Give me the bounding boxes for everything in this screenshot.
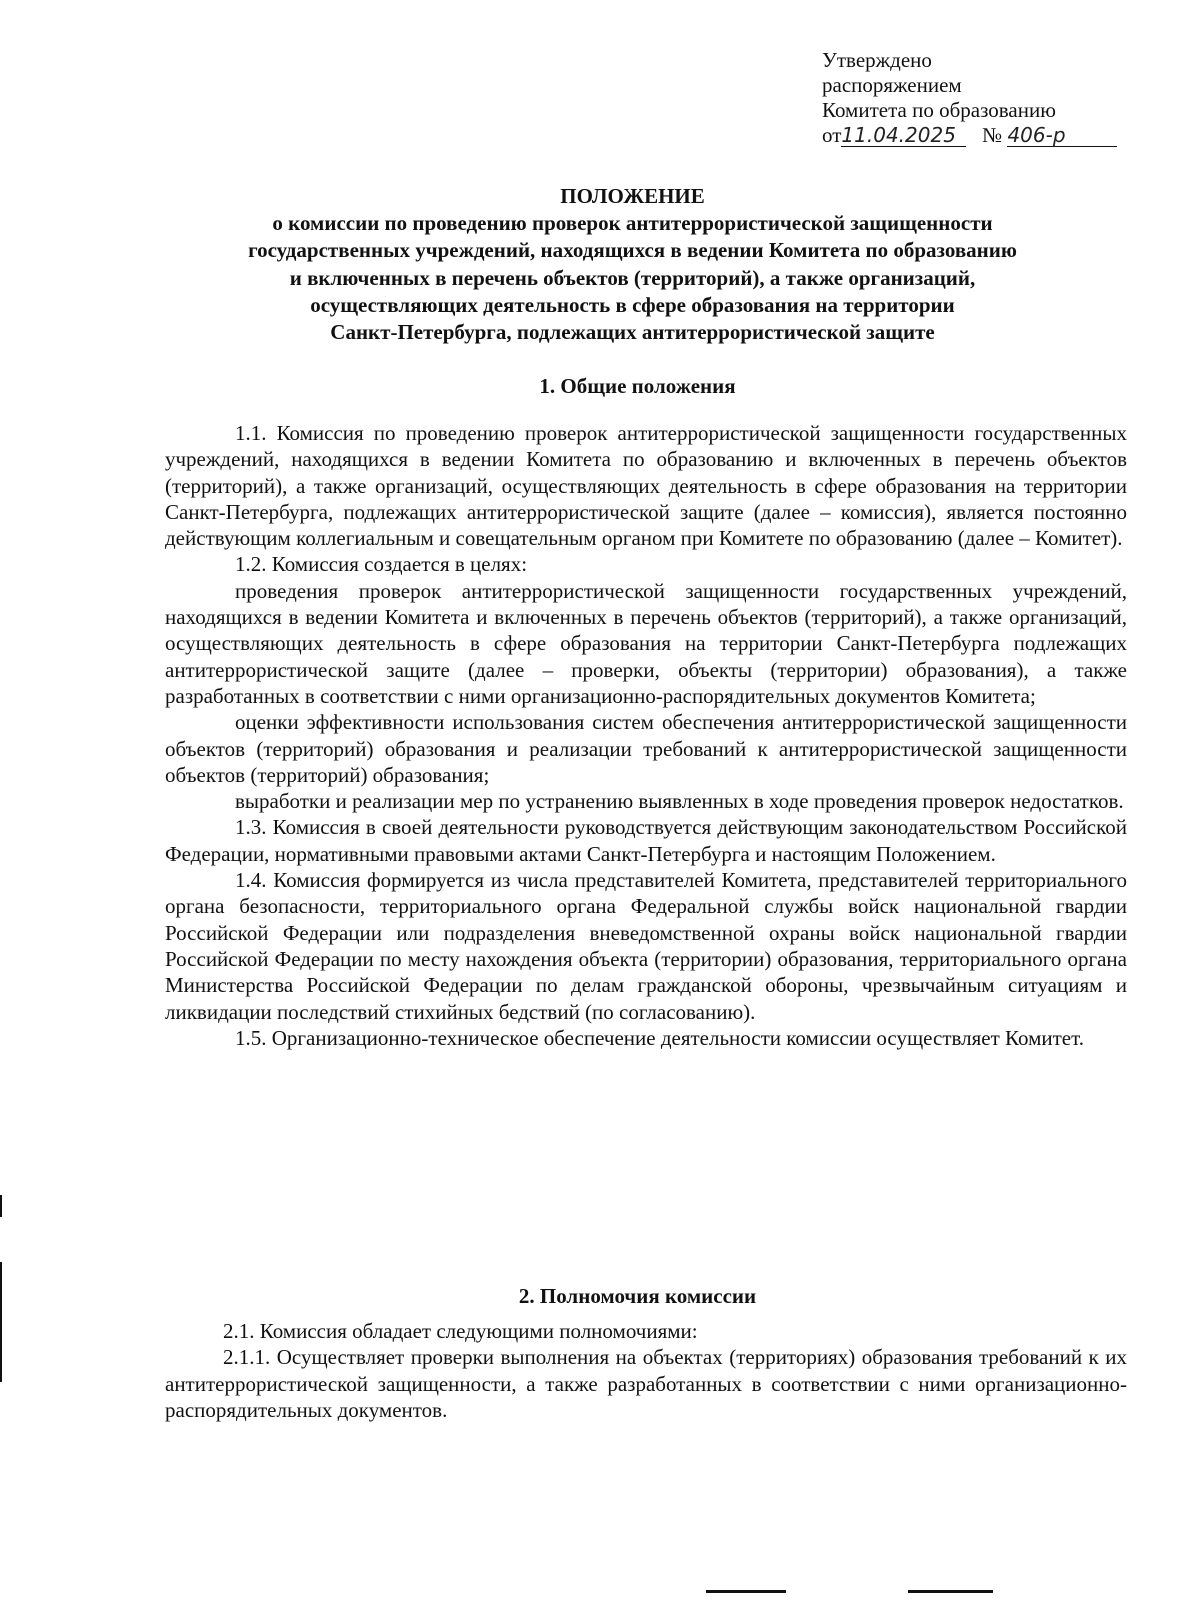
scan-edge-mark — [706, 1590, 786, 1593]
document-title — [160, 183, 1105, 346]
approval-line-2: распоряжением — [822, 73, 962, 97]
handwritten-number: 406-р — [1007, 124, 1117, 147]
paragraph-2-1: 2.1. Комиссия обладает следующими полномочиями: — [223, 1319, 698, 1343]
paragraph-1-4: 1.4. Комиссия формируется из числа представителей Комитета, представителей территориального органа безопасности, территориального органа Федеральной службы войск национальной гвардии Российской Федерации или подразделения вневедомственной охраны войск национальной гвардии Российской Федерации по месту нахождения объекта (территории) образования, территориального органа Министерства Российской Федерации по делам гражданской обороны, чрезвычайным ситуациям и ликвидации последствий стихийных бедствий (по согласованию). — [165, 868, 1127, 1024]
paragraph-1-2-c: выработки и реализации мер по устранению выявленных в ходе проведения проверок недостатков. — [235, 789, 1124, 814]
scan-edge-mark — [0, 1262, 2, 1382]
approval-line-1: Утверждено — [822, 48, 932, 72]
paragraph-1-3: 1.3. Комиссия в своей деятельности руководствуется действующим законодательством Российской Федерации, нормативными правовыми актами Санкт-Петербурга и настоящим Положением. — [165, 815, 1127, 866]
scan-edge-mark — [908, 1590, 993, 1593]
approval-number-prefix: № — [982, 123, 1003, 147]
paragraph-1-2-a: проведения проверок антитеррористической защищенности государственных учреждений, находящихся в ведении Комитета и включенных в перечень объектов (территорий), а также организаций, осуществляющих деятельность в сфере образования на территории Санкт-Петербурга подлежащих антитеррористической защите (далее – проверки, объекты (территории) образования), а также разработанных в соответствии с ними организационно-распорядительных документов Комитета; — [165, 578, 1127, 708]
paragraph-1-2-b: оценки эффективности использования систем обеспечения антитеррористической защищенности объектов (территорий) образования и реализации требований к антитеррористической защищенности объектов (территорий) образования; — [165, 710, 1127, 787]
paragraph-1-2: 1.2. Комиссия создается в целях: — [235, 552, 528, 577]
approval-from-prefix: от — [822, 123, 842, 147]
title-line-4: осуществляющих деятельность в сфере образования на территории — [310, 292, 955, 317]
title-line-2: государственных учреждений, находящихся в ведении Комитета по образованию — [248, 238, 1017, 263]
section-1-body — [165, 420, 1127, 1051]
title-heading: ПОЛОЖЕНИЕ — [560, 184, 705, 208]
section-2-body — [165, 1318, 1127, 1423]
paragraph-2-1-1: 2.1.1. Осуществляет проверки выполнения на объектах (территориях) образования требований к их антитеррористической защищенности, а также разработанных в соответствии с ними организационно-распорядительных документов. — [165, 1345, 1127, 1422]
section-1-heading: 1. Общие положения — [539, 374, 736, 398]
paragraph-1-1: 1.1. Комиссия по проведению проверок антитеррористической защищенности государственных учреждений, находящихся в ведении Комитета по образованию и включенных в перечень объектов (территорий), а также организаций, осуществляющих деятельность в сфере образования на территории Санкт-Петербурга, подлежащих антитеррористической защите (далее – комиссия), является постоянно действующим коллегиальным и совещательным органом при Комитете по образованию (далее – Комитет). — [165, 421, 1127, 551]
title-line-5: Санкт-Петербурга, подлежащих антитеррористической защите — [330, 320, 935, 345]
scan-edge-mark — [0, 1195, 2, 1217]
title-line-3: и включенных в перечень объектов (территорий), а также организаций, — [289, 265, 976, 290]
title-line-1: о комиссии по проведению проверок антитеррористической защищенности — [272, 211, 993, 236]
section-2-heading: 2. Полномочия комиссии — [518, 1284, 757, 1308]
paragraph-1-5: 1.5. Организационно-техническое обеспечение деятельности комиссии осуществляет Комитет. — [235, 1025, 1084, 1050]
approval-stamp — [822, 48, 1142, 148]
approval-line-3: Комитета по образованию — [822, 98, 1056, 122]
handwritten-date: 11.04.2025 — [841, 124, 966, 147]
approval-date-line — [822, 123, 1142, 148]
